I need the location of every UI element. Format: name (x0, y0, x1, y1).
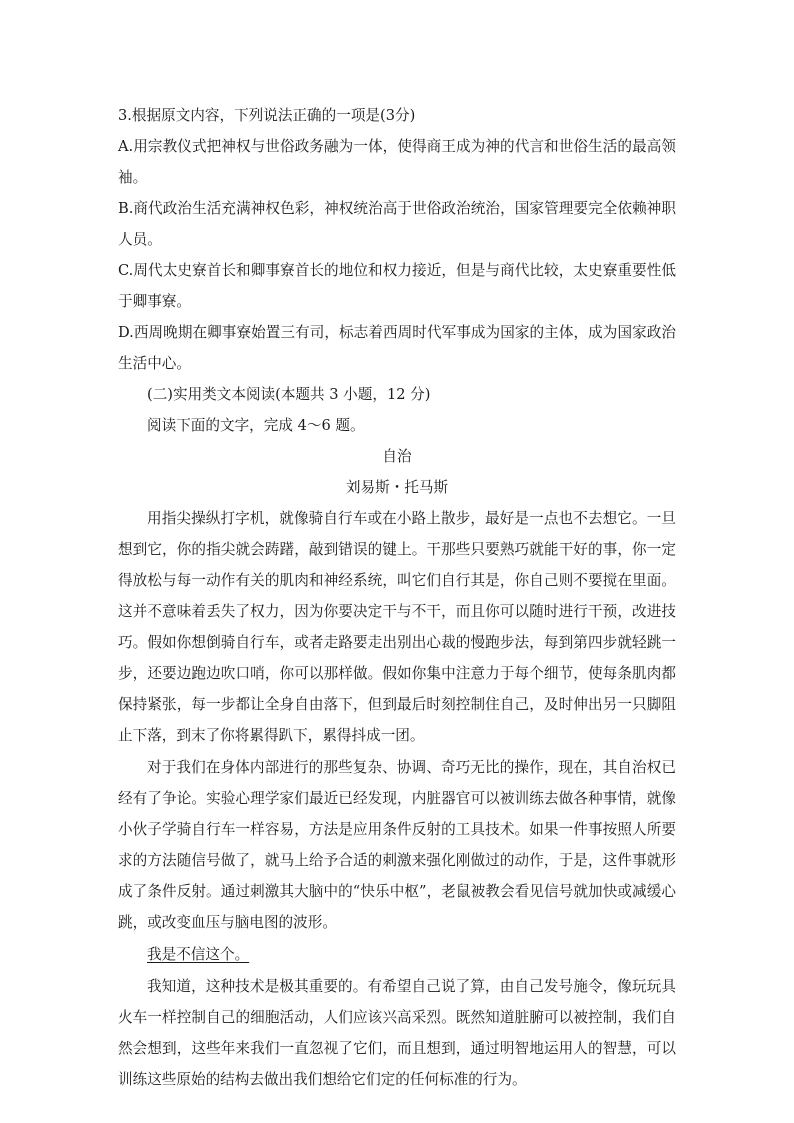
article-paragraph-2: 对于我们在身体内部进行的那些复杂、协调、奇巧无比的操作，现在，其自治权已经有了争论。实验心理学家们最近已经发现，内脏器官可以被训练去做各种事情，就像小伙子学骑自行车一样容易，方法是应用条件反射的工具技术。如果一件事按照人所要求的方法随信号做了，就马上给予合适的刺激来强化刚做过的动作，于是，这件事就形成了条件反射。通过刺激其大脑中的“快乐中枢”，老鼠被教会看见信号就加快或减缓心跳，或改变血压与脑电图的波形。 (118, 759, 676, 931)
option-a: A.用宗教仪式把神权与世俗政务融为一体，使得商王成为神的代言和世俗生活的最高领袖。 (118, 138, 676, 186)
section-instruction: 阅读下面的文字，完成 4～6 题。 (147, 417, 365, 434)
option-b: B.商代政治生活充满神权色彩，神权统治高于世俗政治统治，国家管理要完全依赖神职人员。 (118, 200, 676, 248)
article-paragraph-3 (118, 939, 676, 970)
question-3-stem: 3.根据原文内容，下列说法正确的一项是(3分) (118, 107, 416, 124)
article-paragraph-4: 我知道，这种技术是极其重要的。有希望自己说了算，由自己发号施令，像玩玩具火车一样控制自己的细胞活动，人们应该兴高采烈。既然知道脏腑可以被控制，我们自然会想到，这些年来我们一直忽视了它们，而且想到，通过明智地运用人的智慧，可以训练这些原始的结构去做出我们想给它们定的任何标准的行为。 (118, 978, 676, 1088)
underlined-sentence: 我是不信这个。 (147, 946, 250, 963)
option-d: D.西周晚期在卿事寮始置三有司，标志着西周时代军事成为国家的主体，成为国家政治生活中心。 (118, 324, 676, 372)
article-paragraph-1: 用指尖操纵打字机，就像骑自行车或在小路上散步，最好是一点也不去想它。一旦想到它，你的指尖就会踌躇，敲到错误的键上。干那些只要熟巧就能干好的事，你一定得放松与每一动作有关的肌肉和神经系统，叫它们自行其是，你自己则不要搅在里面。这并不意味着丢失了权力，因为你要决定干与不干，而且你可以随时进行干预，改进技巧。假如你想倒骑自行车，或者走路要走出别出心裁的慢跑步法，每到第四步就轻跳一步，还要边跑边吹口哨，你可以那样做。假如你集中注意力于每个细节，使每条肌肉都保持紧张，每一步都让全身自由落下，但到最后时刻控制住自己，及时伸出另一只脚阻止下落，到末了你将累得趴下，累得抖成一团。 (118, 510, 676, 744)
article-title: 自治 (382, 448, 412, 465)
section-heading: (二)实用类文本阅读(本题共 3 小题，12 分) (147, 386, 431, 403)
article-author: 刘易斯・托马斯 (345, 479, 449, 496)
option-c: C.周代太史寮首长和卿事寮首长的地位和权力接近，但是与商代比较，太史寮重要性低于卿事寮。 (118, 262, 676, 310)
document-page (118, 100, 676, 1095)
